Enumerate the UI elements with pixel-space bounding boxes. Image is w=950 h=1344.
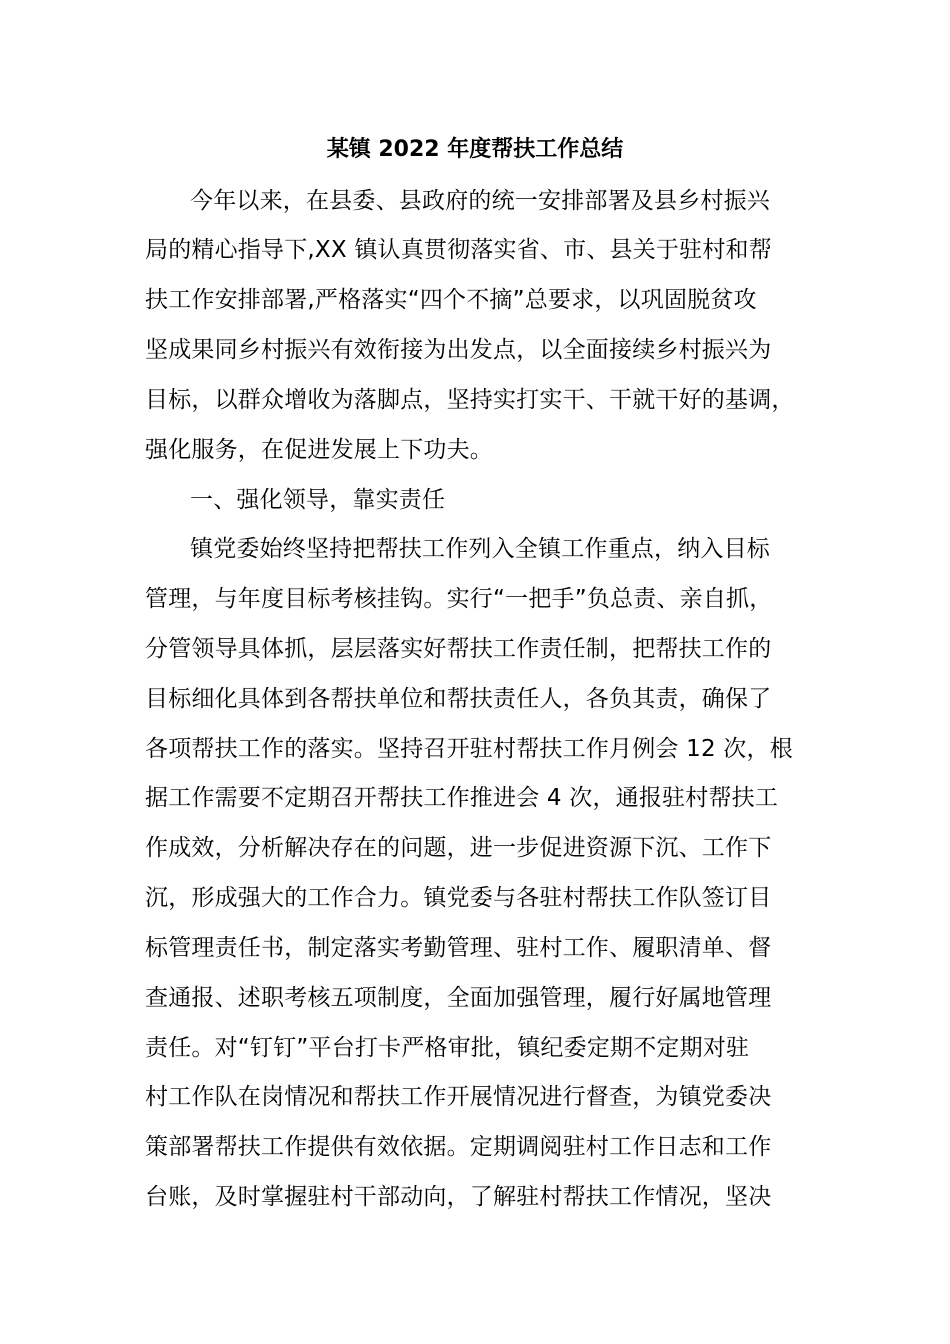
- document-title: 某镇 2022 年度帮扶工作总结: [326, 137, 624, 162]
- intro-line: 局的精心指导下,XX 镇认真贯彻落实省、市、县关于驻村和帮: [145, 237, 772, 263]
- section-line: 目标细化具体到各帮扶单位和帮扶责任人，各负其责，确保了: [145, 686, 772, 712]
- section-line: 作成效，分析解决存在的问题，进一步促进资源下沉、工作下: [145, 835, 772, 861]
- section-line: 管理，与年度目标考核挂钩。实行“一把手”负总责、亲自抓，: [145, 586, 773, 612]
- section-line: 标管理责任书，制定落实考勤管理、驻村工作、履职清单、督: [145, 935, 772, 961]
- intro-line: 目标，以群众增收为落脚点，坚持实打实干、干就干好的基调，: [145, 387, 795, 413]
- intro-line: 今年以来，在县委、县政府的统一安排部署及县乡村振兴: [190, 188, 770, 214]
- section-line: 镇党委始终坚持把帮扶工作列入全镇工作重点，纳入目标: [190, 536, 770, 562]
- section-line: 查通报、述职考核五项制度，全面加强管理，履行好属地管理: [145, 985, 772, 1011]
- section-line: 沉，形成强大的工作合力。镇党委与各驻村帮扶工作队签订目: [145, 885, 772, 911]
- intro-line: 坚成果同乡村振兴有效衔接为出发点，以全面接续乡村振兴为: [145, 337, 772, 363]
- intro-line: 强化服务，在促进发展上下功夫。: [145, 437, 493, 463]
- section-line: 村工作队在岗情况和帮扶工作开展情况进行督查，为镇党委决: [145, 1084, 772, 1110]
- section-heading: 一、强化领导，靠实责任: [190, 487, 446, 513]
- section-line: 据工作需要不定期召开帮扶工作推进会 4 次，通报驻村帮扶工: [145, 785, 779, 811]
- section-line: 台账，及时掌握驻村干部动向，了解驻村帮扶工作情况，坚决: [145, 1184, 772, 1210]
- intro-line: 扶工作安排部署,严格落实“四个不摘”总要求，以巩固脱贫攻: [145, 287, 757, 313]
- section-line: 策部署帮扶工作提供有效依据。定期调阅驻村工作日志和工作: [145, 1134, 772, 1160]
- section-line: 各项帮扶工作的落实。坚持召开驻村帮扶工作月例会 12 次，根: [145, 736, 793, 762]
- section-line: 责任。对“钉钉”平台打卡严格审批，镇纪委定期不定期对驻: [145, 1035, 750, 1061]
- section-line: 分管领导具体抓，层层落实好帮扶工作责任制，把帮扶工作的: [145, 636, 772, 662]
